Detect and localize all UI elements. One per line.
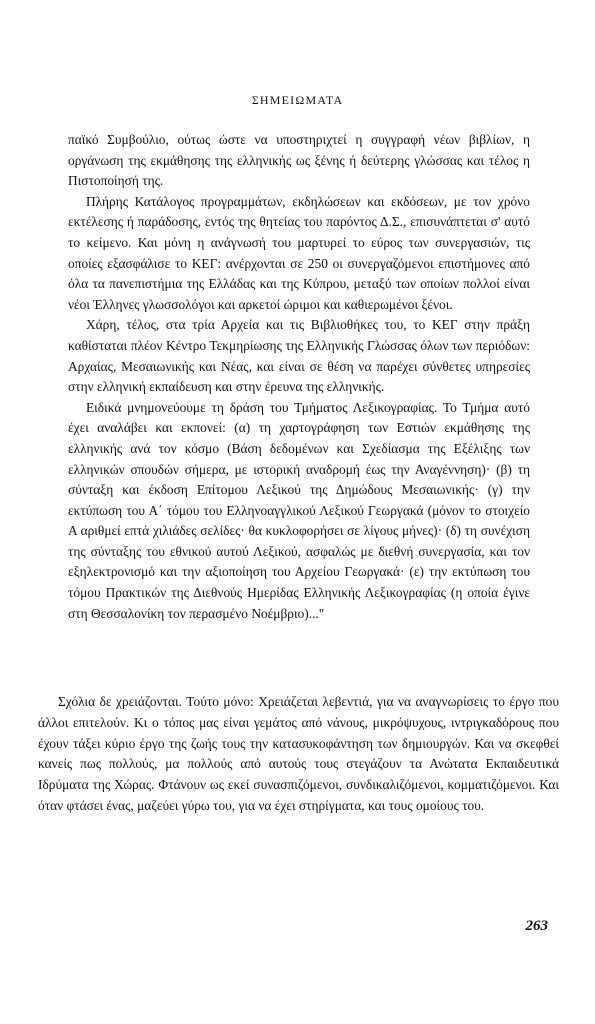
commentary-block xyxy=(38,692,559,817)
quote-paragraph: Χάρη, τέλος, στα τρία Αρχεία και τις Βιβλιοθήκες του, το ΚΕΓ στην πράξη καθίσταται πλέον Κέντρο Τεκμηρίωσης της Ελληνικής Γλώσσας όλων των περιόδων: Αρχαίας, Μεσαιωνικής και Νέας, και είναι σε θέση να παρέχει σύνθετες υπηρεσίες στην ελληνική εκπαίδευση και στην έρευνα της ελληνικής. xyxy=(68,317,530,395)
quote-paragraph: Ειδικά μνημονεύουμε τη δράση του Τμήματος Λεξικογραφίας. Το Τμήμα αυτό έχει αναλάβει και εκπονεί: (α) τη χαρτογράφηση των Εστιών εκμάθησης της ελληνικής ανά τον κόσμο (Βάση δεδομένων και Σχεδίασμα της Εξέλιξης των ελληνικών σπουδών σήμερα, με ιστορική αναδρομή έως την Αναγέννηση)· (β) τη σύνταξη και έκδοση Επίτομου Λεξικού της Δημώδους Μεσαιωνικής· (γ) την εκτύπωση του Α΄ τόμου του Ελληνοαγγλικού Λεξικού Γεωργακά (μόνον το στοιχείο Α αριθμεί επτά χιλιάδες σελίδες· θα κυκλοφορήσει σε λίγους μήνες)· (δ) τη συνέχιση της σύνταξης του εθνικού αυτού Λεξικού, ασφαλώς με διεθνή συνεργασία, και τον εξηλεκτρονισμό και την αξιοποίηση του Αρχείου Γεωργακά· (ε) την εκτύπωση του τόμου Πρακτικών της Διεθνούς Ημερίδας Ελληνικής Λεξικογραφίας (η οποία έγινε στη Θεσσαλονίκη τον περασμένο Νοέμβριο)..." xyxy=(68,399,530,621)
quote-paragraph: παϊκό Συμβούλιο, ούτως ώστε να υποστηριχτεί η συγγραφή νέων βιβλίων, η οργάνωση της εκμάθησης της ελληνικής ως ξένης ή δεύτερης γλώσσας και τέλος η Πιστοποίησή της. xyxy=(68,132,530,189)
quoted-text-block xyxy=(68,130,530,624)
quote-paragraph: Πλήρης Κατάλογος προγραμμάτων, εκδηλώσεων και εκδόσεων, με τον χρόνο εκτέλεσης ή παράδοσης, εντός της θητείας του παρόντος Δ.Σ., επισυνάπτεται σ' αυτό το κείμενο. Και μόνη η ανάγνωσή του μαρτυρεί το εύρος των συνεργασιών, τις οποίες εξασφάλισε το ΚΕΓ: ανέρχονται σε 250 οι συνεργαζόμενοι επιστήμονες από όλα τα πανεπιστήμια της Ελλάδας και της Κύπρου, μεταξύ των οποίων πολλοί είναι νέοι Έλληνες γλωσσολόγοι και αρκετοί ώριμοι και καθιερωμένοι ξένοι. xyxy=(68,193,530,312)
page-number: 263 xyxy=(525,918,548,934)
running-header: ΣΗΜΕΙΩΜΑΤΑ xyxy=(251,93,344,107)
commentary-paragraph: Σχόλια δε χρειάζονται. Τούτο μόνο: Χρειάζεται λεβεντιά, για να αναγνωρίσεις το έργο που άλλοι επιτελούν. Κι ο τόπος μας είναι γεμάτος από νάνους, μικρόψυχους, ιντριγκαδόρους που έχουν τάξει κύριο έργο της ζωής τους την κατασυκοφάντηση των δημιουργών. Και να σκεφθεί κανείς πως πολλούς, μα πολλούς από αυτούς τους στεγάζουν τα Ανώτατα Εκπαιδευτικά Ιδρύματα της Χώρας. Φτάνουν ως εκεί συνασπιζόμενοι, συνδικαλιζόμενοι, κομματιζόμενοι. Και όταν φτάσει ένας, μαζεύει γύρω του, για να έχει στηρίγματα, και τους ομοίους του. xyxy=(38,694,559,813)
